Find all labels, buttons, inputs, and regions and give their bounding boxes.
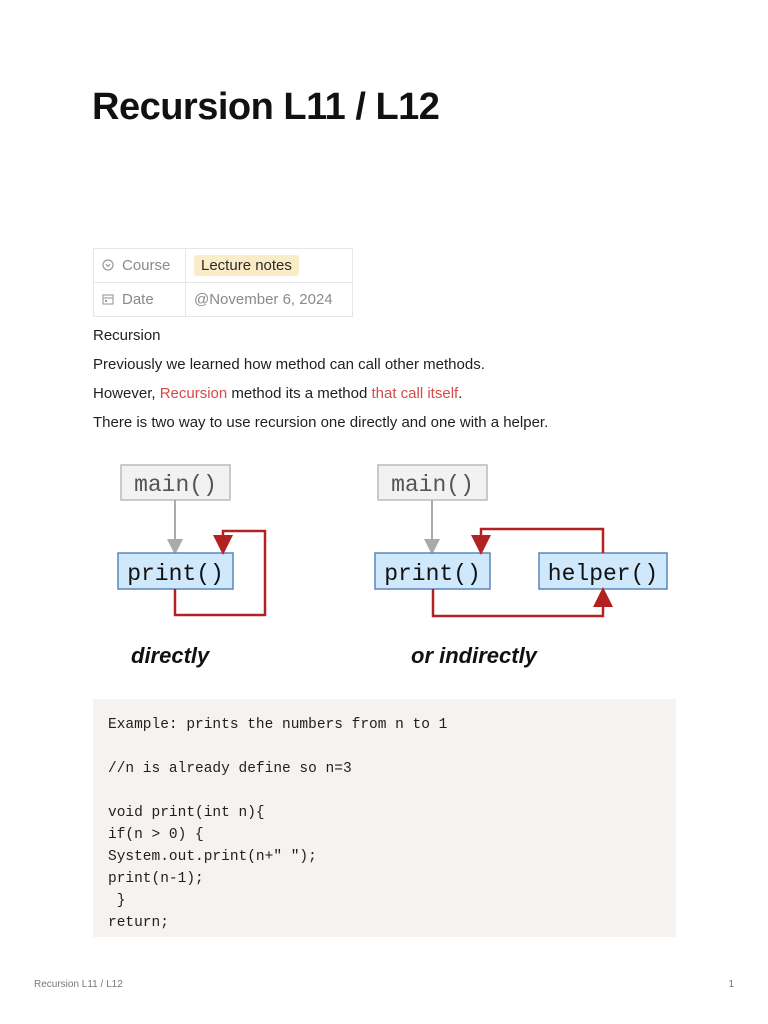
left-print-label: print() bbox=[127, 561, 224, 587]
property-key-date bbox=[94, 283, 186, 317]
definition-mid: method its a method bbox=[227, 385, 372, 402]
directly-caption: directly bbox=[131, 643, 210, 668]
call-itself-highlight: that call itself bbox=[371, 385, 459, 402]
properties-table bbox=[93, 248, 353, 317]
intro-line: Previously we learned how method can call other methods. bbox=[93, 356, 485, 373]
property-value-date[interactable] bbox=[186, 283, 353, 317]
definition-suffix: . bbox=[458, 385, 463, 402]
property-key-course bbox=[94, 249, 186, 283]
page-number: 1 bbox=[728, 979, 734, 990]
date-value[interactable]: @November 6, 2024 bbox=[194, 291, 333, 308]
course-tag[interactable]: Lecture notes bbox=[194, 255, 299, 276]
print-to-helper-arrow bbox=[433, 589, 603, 616]
definition-prefix: However, bbox=[93, 385, 160, 402]
recursion-diagram bbox=[93, 455, 675, 680]
recursion-heading: Recursion bbox=[93, 327, 161, 344]
right-print-label: print() bbox=[384, 561, 481, 587]
two-ways-line: There is two way to use recursion one directly and one with a helper. bbox=[93, 414, 549, 431]
right-main-label: main() bbox=[391, 472, 474, 498]
code-block[interactable]: Example: prints the numbers from n to 1 //n is already define so n=3 void print(int n){ if(n > 0) { System.out.print(n+" "); print(n-1); } return; bbox=[93, 699, 676, 937]
property-row-course bbox=[94, 249, 353, 283]
date-label: Date bbox=[122, 291, 154, 308]
course-label: Course bbox=[122, 257, 171, 274]
indirectly-caption: or indirectly bbox=[411, 643, 537, 668]
left-main-label: main() bbox=[134, 472, 217, 498]
right-helper-label: helper() bbox=[547, 561, 659, 587]
calendar-icon bbox=[102, 293, 114, 305]
helper-to-print-arrow bbox=[481, 529, 603, 553]
footer-title: Recursion L11 / L12 bbox=[34, 979, 123, 990]
definition-line bbox=[93, 385, 462, 402]
recursion-diagram-svg bbox=[93, 455, 675, 680]
page-title: Recursion L11 / L12 bbox=[92, 86, 440, 128]
property-value-course[interactable] bbox=[186, 249, 353, 283]
recursion-highlight: Recursion bbox=[159, 385, 228, 402]
property-row-date bbox=[94, 283, 353, 317]
select-icon bbox=[102, 259, 114, 271]
